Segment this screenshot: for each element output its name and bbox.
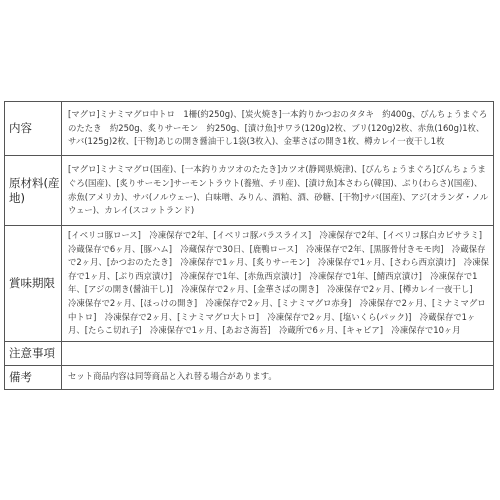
remarks-text: セット商品内容は同等商品と入れ替る場合があります。	[68, 371, 277, 382]
expiry-value	[62, 226, 494, 342]
materials-text: [マグロ]ミナミマグロ(国産)、[一本釣りカツオのたたき]カツオ(静岡県焼津)、[びんちょうまぐろ]びんちょうまぐろ(国産)、[炙りサーモン]サーモントラウト(養殖、チリ産)、[漬け魚]本さわら(韓国)、ぶり(わらさ)(国産)、赤魚(アメリカ)、サバ(ノルウェー)、白味噌、みりん、酒粕、酒、砂糖、[干物]サバ(国産)、アジ(オランダ・ノルウェー)、カレイ(スコットランド)	[68, 164, 489, 216]
remarks-value	[62, 365, 494, 389]
expiry-label: 賞味期限	[5, 226, 62, 342]
notes-label: 注意事項	[5, 341, 62, 365]
contents-label: 内容	[5, 102, 62, 156]
materials-value	[62, 156, 494, 226]
materials-label: 原材料(産地)	[5, 156, 62, 226]
remarks-label: 備考	[5, 365, 62, 389]
notes-value	[62, 341, 494, 365]
contents-value	[62, 102, 494, 156]
contents-row	[5, 102, 494, 156]
notes-row	[5, 341, 494, 365]
materials-row	[5, 156, 494, 226]
remarks-row	[5, 365, 494, 389]
expiry-row	[5, 226, 494, 342]
contents-text: [マグロ]ミナミマグロ中トロ 1柵(約250g)、[炭火焼き]一本釣りかつおのタタキ 約400g、びんちょうまぐろのたたき 約250g、炙りサーモン 約250g、[漬け魚]サワラ(120g)2枚、ブリ(120g)2枚、赤魚(160g)1枚、サバ(125g)2枚、[干物]あじの開き醤油干し1袋(3枚入)、金華さばの開き1枚、樽カレイ一夜干し1枚	[68, 109, 488, 147]
product-spec-table	[4, 101, 494, 390]
expiry-text: [イベリコ豚ロース] 冷凍保存で2年、[イベリコ豚バラスライス] 冷凍保存で2年、[イベリコ豚白カビサラミ] 冷蔵保存で6ヶ月、[豚ハム] 冷蔵保存で30日、[鹿鴨ロース] 冷凍保存で2年、[黒豚骨付きモモ肉] 冷蔵保存で2ヶ月、[かつおのたたき] 冷凍保存で1ヶ月、[炙りサーモン] 冷凍保存で1ヶ月、[さわら西京漬け] 冷凍保存で1ヶ月、[ぶり西京漬け] 冷凍保存で1年、[赤魚西京漬け] 冷凍保存で1年、[鯖西京漬け] 冷凍保存で1年、[アジの開き(醤油干し)] 冷凍保存で2ヶ月、[金華さばの開き] 冷凍保存で2ヶ月、[樽カレイ一夜干し] 冷凍保存で2ヶ月、[ほっけの開き] 冷凍保存で2ヶ月、[ミナミマグロ赤身] 冷凍保存で2ヶ月、[ミナミマグロ中トロ] 冷凍保存で2ヶ月、[ミナミマグロ大トロ] 冷凍保存で2ヶ月、[塩いくら(パック)] 冷蔵保存で1ヶ月、[たらこ切れ子] 冷凍保存で1ヶ月、[あおさ海苔] 冷蔵所で6ヶ月、[キャビア] 冷凍保存で10ヶ月	[68, 230, 491, 336]
